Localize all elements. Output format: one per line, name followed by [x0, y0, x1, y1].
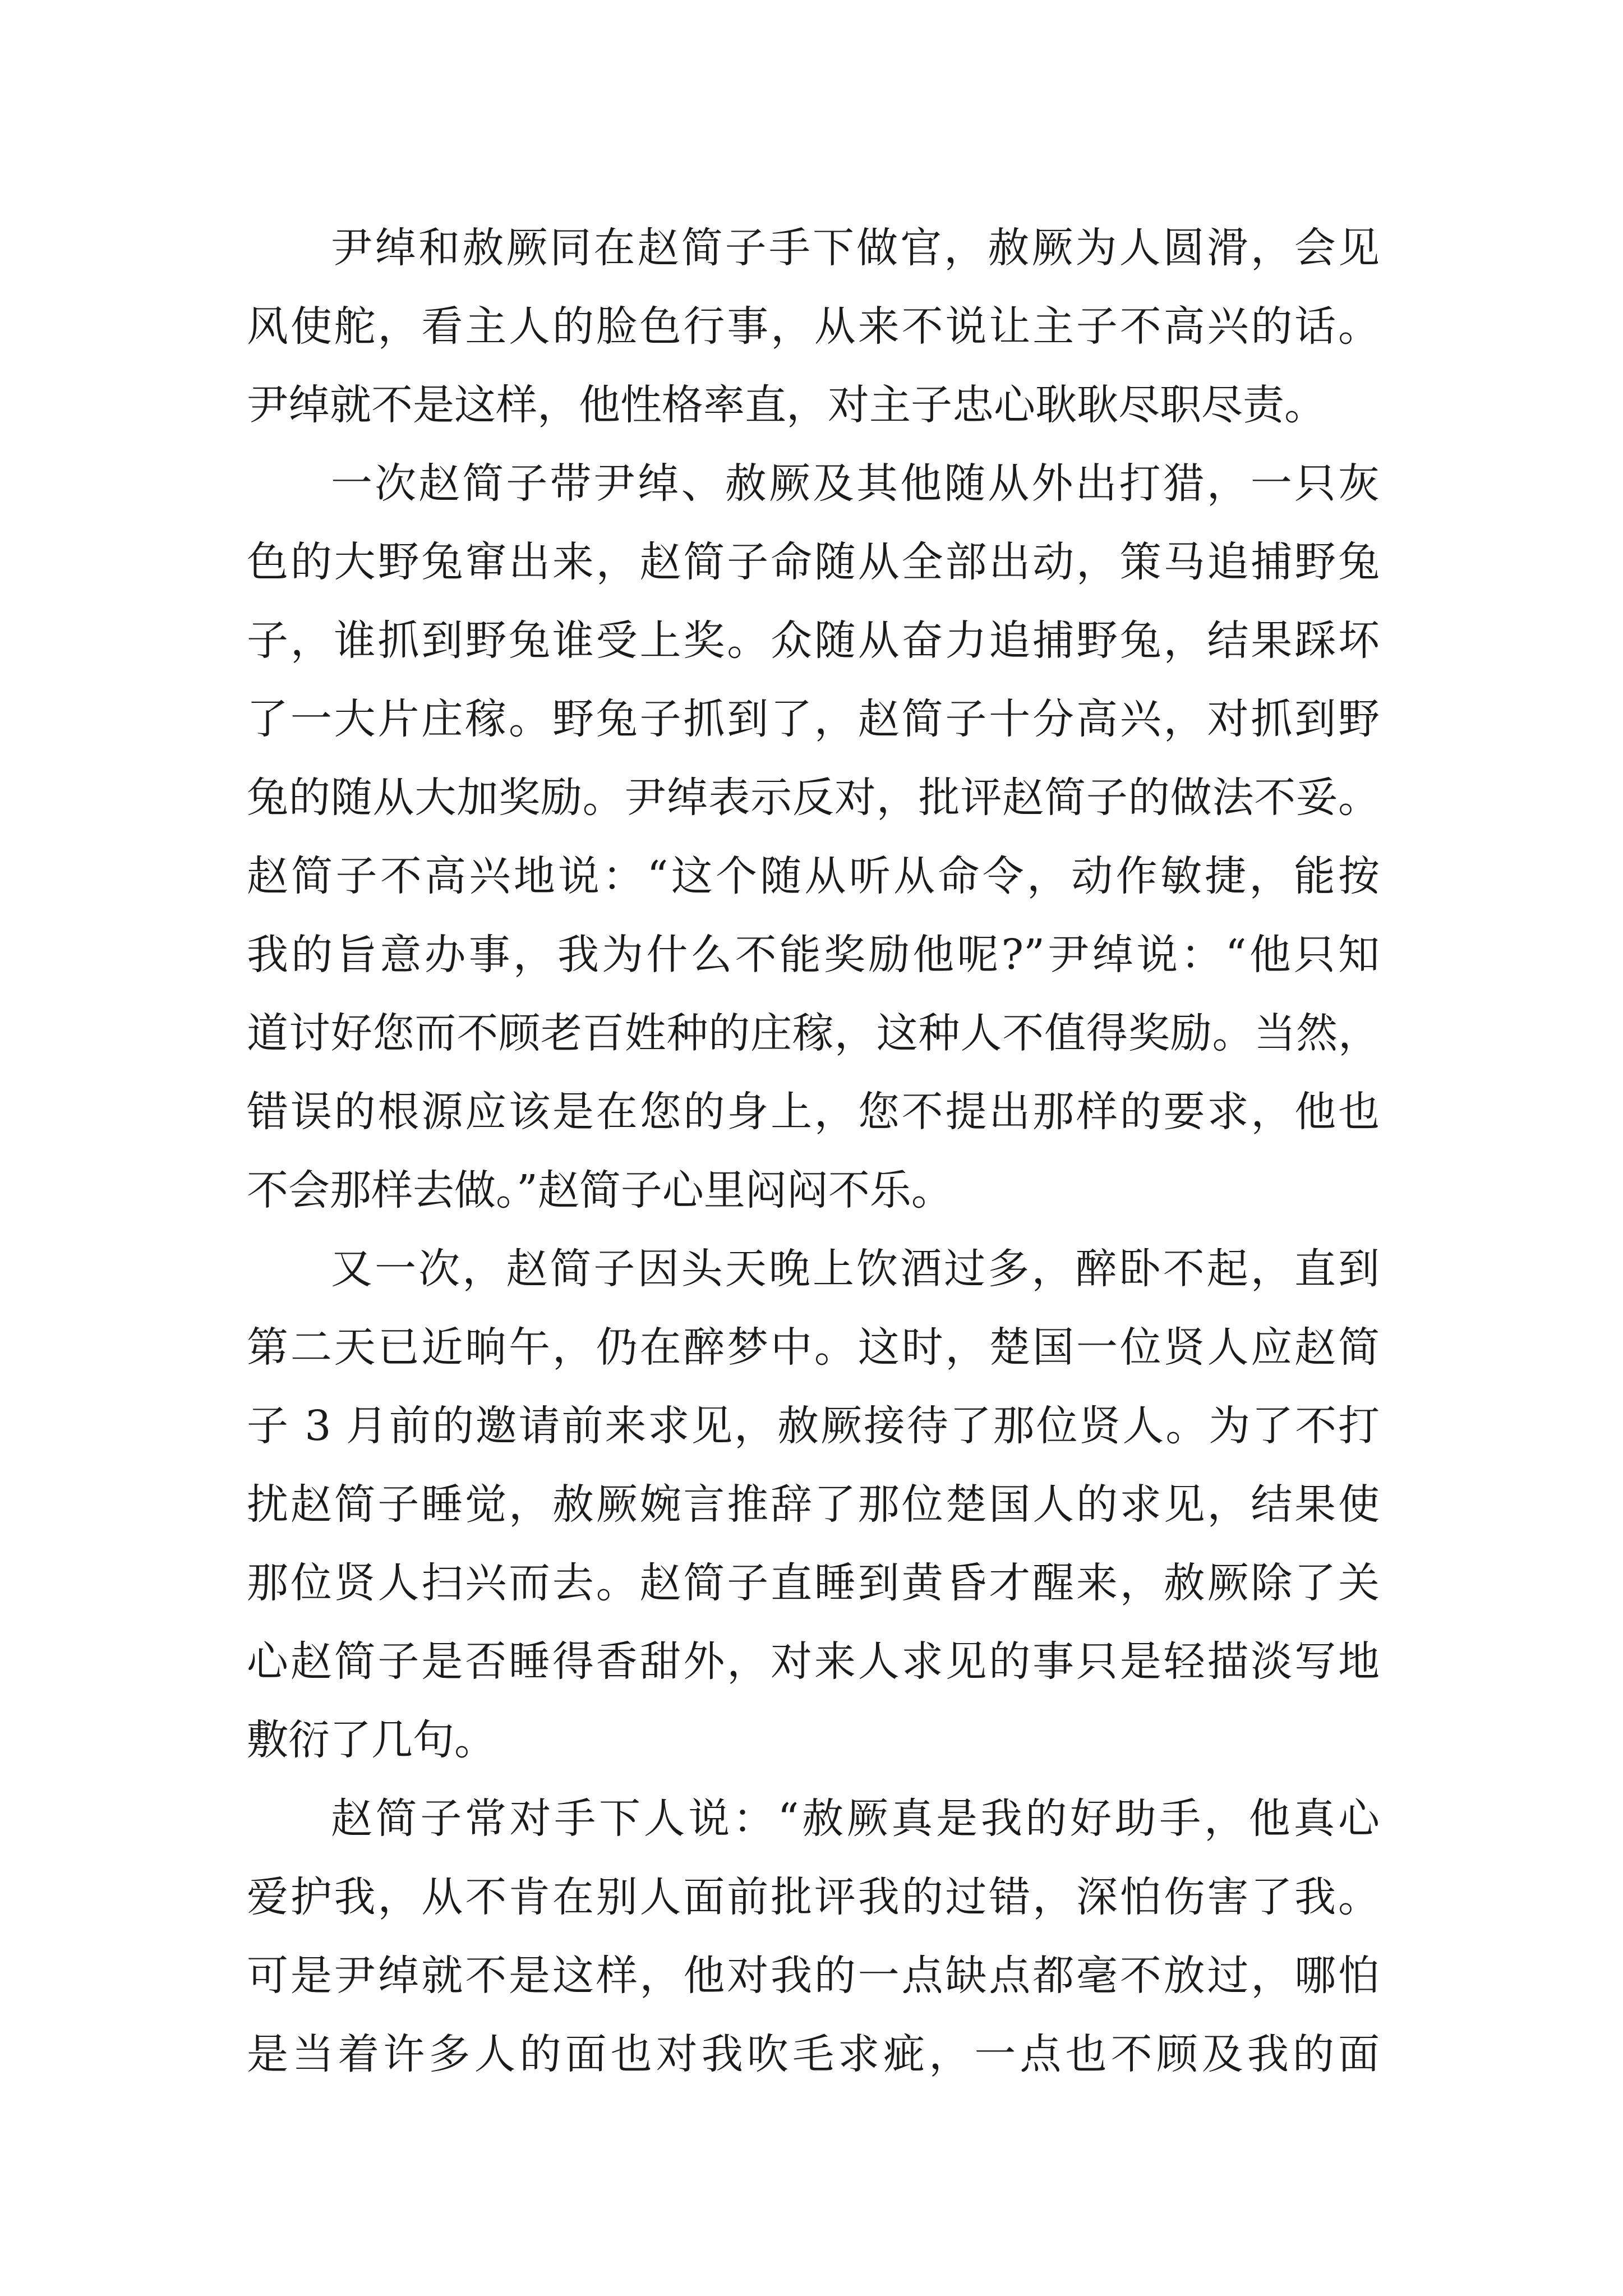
text-line: 兔的随从大加奖励。尹绰表示反对，批评赵简子的做法不妥。	[247, 774, 1380, 822]
text-line: 错误的根源应该是在您的身上，您不提出那样的要求，他也	[247, 1088, 1380, 1136]
text-line: 是当着许多人的面也对我吹毛求疵，一点也不顾及我的面	[247, 2030, 1380, 2078]
text-line: 子 3 月前的邀请前来求见，赦厥接待了那位贤人。为了不打	[247, 1402, 1380, 1450]
text-line: 扰赵简子睡觉，赦厥婉言推辞了那位楚国人的求见，结果使	[247, 1480, 1380, 1529]
text-line: 子，谁抓到野兔谁受上奖。众随从奋力追捕野兔，结果踩坏	[247, 616, 1380, 665]
text-line: 可是尹绰就不是这样，他对我的一点缺点都毫不放过，哪怕	[247, 1952, 1380, 2000]
text-line: 爱护我，从不肯在别人面前批评我的过错，深怕伤害了我。	[247, 1873, 1380, 1921]
text-line: 尹绰就不是这样，他性格率直，对主子忠心耿耿尽职尽责。	[247, 381, 1326, 429]
text-line: 不会那样去做。”赵简子心里闷闷不乐。	[247, 1166, 953, 1214]
document-body	[247, 209, 1380, 2093]
text-line: 敷衍了几句。	[247, 1716, 496, 1764]
text-line: 第二天已近晌午，仍在醉梦中。这时，楚国一位贤人应赵简	[247, 1323, 1380, 1372]
text-line: 道讨好您而不顾老百姓种的庄稼，这种人不值得奖励。当然，	[247, 1009, 1380, 1057]
text-line: 心赵简子是否睡得香甜外，对来人求见的事只是轻描淡写地	[247, 1637, 1380, 1686]
text-line: 色的大野兔窜出来，赵简子命随从全部出动，策马追捕野兔	[247, 538, 1380, 586]
text-line: 了一大片庄稼。野兔子抓到了，赵简子十分高兴，对抓到野	[247, 695, 1380, 743]
text-line: 我的旨意办事，我为什么不能奖励他呢?”尹绰说：“他只知	[247, 931, 1380, 979]
text-line: 风使舵，看主人的脸色行事，从来不说让主子不高兴的话。	[247, 302, 1380, 351]
text-line: 一次赵简子带尹绰、赦厥及其他随从外出打猎，一只灰	[331, 459, 1380, 508]
text-line: 又一次，赵简子因头天晚上饮酒过多，醉卧不起，直到	[331, 1245, 1380, 1293]
text-line: 尹绰和赦厥同在赵简子手下做官，赦厥为人圆滑，会见	[331, 224, 1380, 272]
text-line: 赵简子常对手下人说：“赦厥真是我的好助手，他真心	[331, 1795, 1380, 1843]
text-line: 那位贤人扫兴而去。赵简子直睡到黄昏才醒来，赦厥除了关	[247, 1559, 1380, 1607]
text-line: 赵简子不高兴地说：“这个随从听从命令，动作敏捷，能按	[247, 852, 1380, 900]
